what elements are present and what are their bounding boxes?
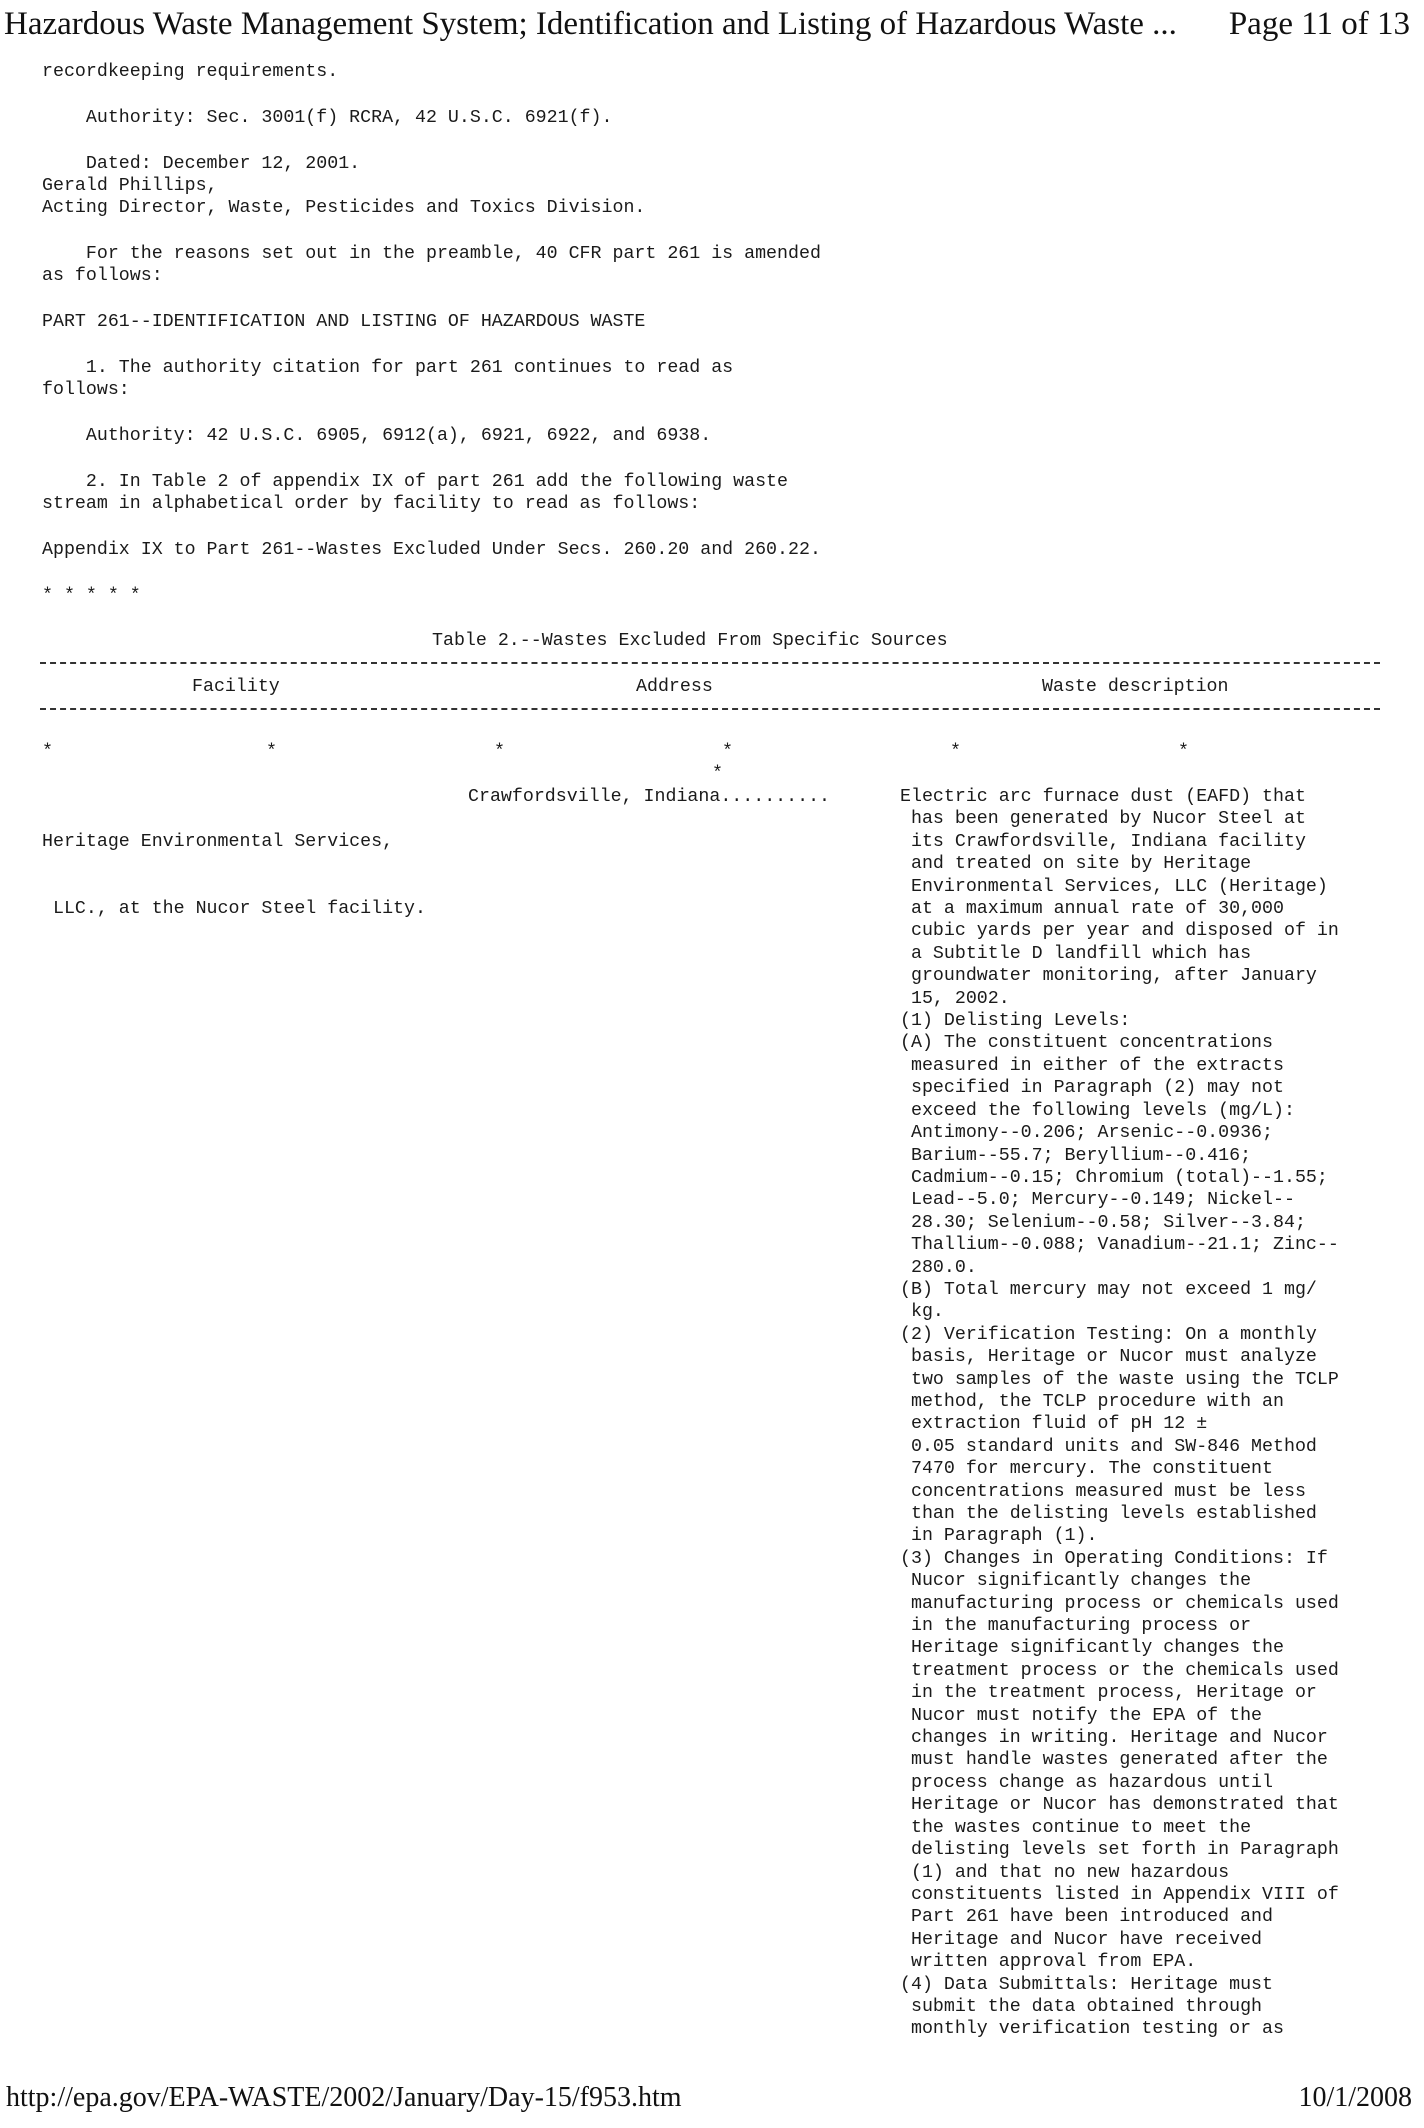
star: * xyxy=(266,742,277,762)
description-line: Environmental Services, LLC (Heritage) xyxy=(900,876,1328,897)
table-rule xyxy=(40,662,1380,664)
description-line: Cadmium--0.15; Chromium (total)--1.55; xyxy=(900,1167,1328,1188)
description-line: delisting levels set forth in Paragraph xyxy=(900,1840,1339,1861)
description-line: Heritage significantly changes the xyxy=(900,1638,1284,1659)
description-line: (B) Total mercury may not exceed 1 mg/ xyxy=(900,1279,1317,1300)
description-line: Part 261 have been introduced and xyxy=(900,1907,1273,1928)
description-line: (4) Data Submittals: Heritage must xyxy=(900,1974,1273,1995)
description-line: cubic yards per year and disposed of in xyxy=(900,921,1339,942)
star: * xyxy=(950,742,961,762)
description-line: 0.05 standard units and SW-846 Method xyxy=(900,1436,1317,1457)
description-line: Lead--5.0; Mercury--0.149; Nickel-- xyxy=(900,1190,1295,1211)
description-line: at a maximum annual rate of 30,000 xyxy=(900,899,1284,920)
description-line: Electric arc furnace dust (EAFD) that xyxy=(900,787,1306,807)
description-line: written approval from EPA. xyxy=(900,1952,1197,1973)
source-url: http://epa.gov/EPA-WASTE/2002/January/Day-15/f953.htm xyxy=(6,2082,682,2113)
table-title: Table 2.--Wastes Excluded From Specific Sources xyxy=(432,631,948,651)
description-line: the wastes continue to meet the xyxy=(900,1817,1252,1838)
description-line: has been generated by Nucor Steel at xyxy=(900,809,1306,830)
signer-name: Gerald Phillips, xyxy=(42,176,218,196)
description-line: must handle wastes generated after the xyxy=(900,1750,1328,1771)
description-line: two samples of the waste using the TCLP xyxy=(900,1369,1339,1390)
signer-title: Acting Director, Waste, Pesticides and Toxics Division. xyxy=(42,198,646,218)
description-line: basis, Heritage or Nucor must analyze xyxy=(900,1347,1317,1368)
description-line: Barium--55.7; Beryllium--0.416; xyxy=(900,1145,1252,1166)
description-line: concentrations measured must be less xyxy=(900,1481,1306,1502)
text-line: stream in alphabetical order by facility to read as follows: xyxy=(42,494,701,514)
description-line: Nucor significantly changes the xyxy=(900,1571,1252,1592)
description-line: (1) Delisting Levels: xyxy=(900,1011,1131,1032)
description-line: 28.30; Selenium--0.58; Silver--3.84; xyxy=(900,1212,1306,1233)
description-line: process change as hazardous until xyxy=(900,1772,1273,1793)
star: * xyxy=(712,764,723,784)
description-line: monthly verification testing or as xyxy=(900,2019,1284,2040)
description-line: (3) Changes in Operating Conditions: If xyxy=(900,1548,1328,1569)
star: * xyxy=(722,742,733,762)
facility-line: Heritage Environmental Services, xyxy=(42,831,394,852)
address-cell: Crawfordsville, Indiana.......... xyxy=(468,787,831,807)
star: * xyxy=(1178,742,1189,762)
description-line: exceed the following levels (mg/L): xyxy=(900,1100,1295,1121)
facility-line: LLC., at the Nucor Steel facility. xyxy=(42,899,426,920)
description-line: extraction fluid of pH 12 ± xyxy=(900,1414,1208,1435)
column-header-facility: Facility xyxy=(192,677,280,697)
description-line: groundwater monitoring, after January xyxy=(900,966,1317,987)
description-line: than the delisting levels established xyxy=(900,1504,1317,1524)
column-header-address: Address xyxy=(636,677,713,697)
description-line: (1) and that no new hazardous xyxy=(900,1862,1230,1883)
description-line: Heritage and Nucor have received xyxy=(900,1929,1263,1950)
waste-description-cell xyxy=(900,786,1339,2041)
page-header xyxy=(0,0,1424,52)
star: * xyxy=(42,742,53,762)
description-line: Nucor must notify the EPA of the xyxy=(900,1705,1263,1726)
description-line: in Paragraph (1). xyxy=(900,1526,1098,1547)
page-number: Page 11 of 13 xyxy=(1228,6,1410,42)
description-line: Thallium--0.088; Vanadium--21.1; Zinc-- xyxy=(900,1235,1339,1256)
description-line: manufacturing process or chemicals used xyxy=(900,1593,1339,1614)
description-line: its Crawfordsville, Indiana facility xyxy=(900,831,1306,852)
description-line: constituents listed in Appendix VIII of xyxy=(900,1884,1339,1905)
description-line: 7470 for mercury. The constituent xyxy=(900,1459,1273,1480)
text-line: For the reasons set out in the preamble, 40 CFR part 261 is amended xyxy=(42,244,821,264)
appendix-heading: Appendix IX to Part 261--Wastes Excluded Under Secs. 260.20 and 260.22. xyxy=(42,540,821,560)
description-line: and treated on site by Heritage xyxy=(900,854,1252,875)
facility-cell xyxy=(42,786,426,965)
description-line: in the treatment process, Heritage or xyxy=(900,1683,1317,1704)
description-line: treatment process or the chemicals used xyxy=(900,1660,1339,1681)
ellipsis-stars: * * * * * xyxy=(42,586,141,606)
description-line: Antimony--0.206; Arsenic--0.0936; xyxy=(900,1123,1273,1144)
text-line: as follows: xyxy=(42,266,163,286)
authority-line: Authority: 42 U.S.C. 6905, 6912(a), 6921, 6922, and 6938. xyxy=(42,426,712,446)
description-line: measured in either of the extracts xyxy=(900,1055,1284,1076)
description-line: changes in writing. Heritage and Nucor xyxy=(900,1728,1328,1749)
description-line: specified in Paragraph (2) may not xyxy=(900,1078,1284,1099)
description-line: submit the data obtained through xyxy=(900,1996,1263,2017)
document-title: Hazardous Waste Management System; Identification and Listing of Hazardous Waste ... xyxy=(4,6,1177,42)
authority-line: Authority: Sec. 3001(f) RCRA, 42 U.S.C. 6921(f). xyxy=(42,108,613,128)
star: * xyxy=(494,742,505,762)
text-line: 2. In Table 2 of appendix IX of part 261 add the following waste xyxy=(42,472,788,492)
description-line: 15, 2002. xyxy=(900,988,1010,1009)
dated-line: Dated: December 12, 2001. xyxy=(42,154,361,174)
description-line: Heritage or Nucor has demonstrated that xyxy=(900,1795,1339,1816)
table-rule xyxy=(40,708,1380,710)
table-placeholder-stars xyxy=(0,560,1424,784)
description-line: (A) The constituent concentrations xyxy=(900,1033,1273,1054)
description-line: 280.0. xyxy=(900,1257,977,1278)
description-line: kg. xyxy=(900,1302,944,1323)
page-footer xyxy=(0,2080,1424,2120)
description-line: a Subtitle D landfill which has xyxy=(900,943,1252,964)
column-header-description: Waste description xyxy=(1042,677,1229,697)
description-line: (2) Verification Testing: On a monthly xyxy=(900,1324,1317,1345)
description-line: method, the TCLP procedure with an xyxy=(900,1391,1284,1412)
text-line: 1. The authority citation for part 261 continues to read as xyxy=(42,358,734,378)
description-line: in the manufacturing process or xyxy=(900,1616,1252,1637)
text-line: recordkeeping requirements. xyxy=(42,62,339,82)
part-heading: PART 261--IDENTIFICATION AND LISTING OF HAZARDOUS WASTE xyxy=(42,312,646,332)
text-line: follows: xyxy=(42,380,130,400)
print-date: 10/1/2008 xyxy=(1298,2082,1412,2113)
